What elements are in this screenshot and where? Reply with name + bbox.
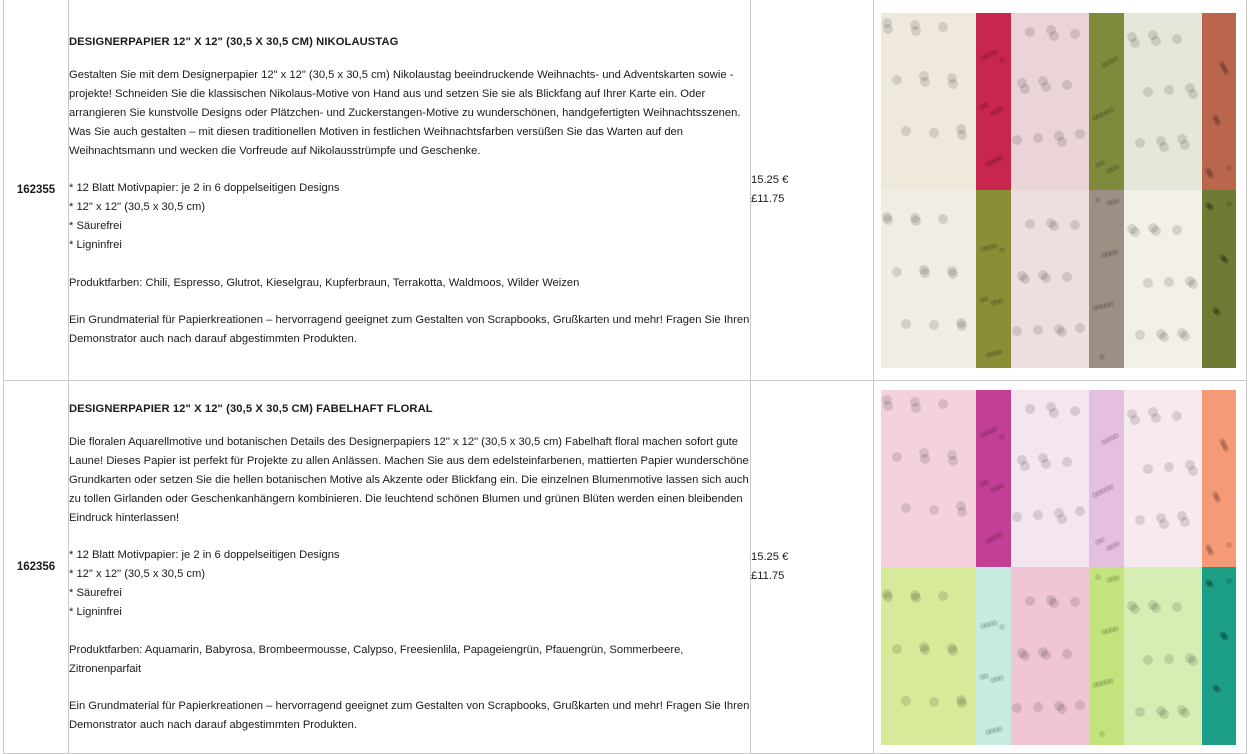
product-description-cell [69, 381, 751, 754]
pattern-dot [948, 269, 958, 279]
pattern-dot [985, 538, 991, 544]
pattern-dot [957, 507, 967, 517]
pattern-dot [1062, 80, 1072, 90]
table-row [4, 381, 1247, 754]
product-image-cell [874, 0, 1247, 381]
pattern-dot [1106, 545, 1112, 551]
pattern-dot [938, 591, 948, 601]
pattern-dot [1159, 332, 1169, 342]
pattern-dot [1223, 69, 1229, 75]
pattern-dot [948, 646, 958, 656]
pattern-dot [1159, 709, 1169, 719]
pattern-dot [1101, 252, 1107, 258]
pattern-dot [979, 297, 985, 303]
pattern-dot [1041, 459, 1051, 469]
product-image[interactable] [881, 390, 1236, 745]
price-eur: 15.25 € [751, 174, 789, 186]
paper-swatch [1089, 190, 1124, 368]
product-price-cell [751, 381, 874, 754]
pattern-dot [1188, 89, 1198, 99]
pattern-dot [1095, 539, 1101, 545]
product-description-cell [69, 0, 751, 381]
pattern-dot [1033, 325, 1043, 335]
pattern-dot [980, 623, 986, 629]
pattern-dot [980, 246, 986, 252]
pattern-dot [1180, 517, 1190, 527]
paper-swatch [881, 567, 976, 745]
pattern-dot [920, 645, 930, 655]
pattern-dot [999, 57, 1005, 63]
pattern-dot [1020, 651, 1030, 661]
paper-swatch [881, 13, 976, 190]
paper-swatch [976, 567, 1011, 745]
pattern-dot [911, 216, 921, 226]
product-colors: Produktfarben: Chili, Espresso, Glutrot, Kieselgrau, Kupferbraun, Terrakotta, Waldmoos, Wilder Weizen [69, 276, 580, 289]
pattern-dot [1130, 415, 1140, 425]
paper-swatch [881, 190, 976, 368]
product-footer: Ein Grundmaterial für Papierkreationen – hervorragend geeignet zum Gestalten von Scrapbooks, Grußkarten und mehr! Fragen Sie Ihren Demonstrator auch nach darauf abgestimmten Produkten. [69, 313, 750, 345]
paper-swatch [976, 190, 1011, 368]
product-colors: Produktfarben: Aquamarin, Babyrosa, Brombeermousse, Calypso, Freesienlila, Papageiengrün, Pfauengrün, Sommerbeere, Zitronenparfait [69, 644, 684, 675]
product-image[interactable] [881, 13, 1236, 368]
pattern-dot [990, 677, 996, 683]
spec-item: * 12 Blatt Motivpapier: je 2 in 6 doppelseitigen Designs [69, 549, 340, 561]
pattern-dot [1180, 708, 1190, 718]
pattern-dot [1025, 219, 1035, 229]
pattern-dot [1180, 140, 1190, 150]
pattern-dot [1033, 510, 1043, 520]
pattern-dot [1159, 142, 1169, 152]
pattern-dot [1151, 603, 1161, 613]
pattern-dot [1070, 29, 1080, 39]
pattern-dot [929, 697, 939, 707]
pattern-dot [1188, 466, 1198, 476]
pattern-dot [1025, 404, 1035, 414]
pattern-dot [1012, 135, 1022, 145]
pattern-dot [957, 698, 967, 708]
paper-swatch-fan [881, 13, 1236, 368]
product-footer: Ein Grundmaterial für Papierkreationen – hervorragend geeignet zum Gestalten von Scrapbooks, Grußkarten und mehr! Fragen Sie Ihren Demonstrator auch nach darauf abgestimmten Produkten. [69, 700, 750, 731]
pattern-dot [1180, 331, 1190, 341]
pattern-dot [883, 592, 893, 602]
pattern-dot [1101, 439, 1107, 445]
pattern-dot [1130, 604, 1140, 614]
pattern-dot [938, 22, 948, 32]
pattern-dot [1215, 120, 1221, 126]
pattern-dot [1075, 129, 1085, 139]
pattern-dot [1033, 702, 1043, 712]
pattern-dot [1075, 700, 1085, 710]
pattern-dot [1223, 446, 1229, 452]
pattern-dot [1215, 687, 1221, 693]
pattern-dot [1172, 602, 1182, 612]
pattern-dot [999, 434, 1005, 440]
pattern-dot [1135, 330, 1145, 340]
paper-swatch [1089, 13, 1124, 190]
pattern-dot [911, 403, 921, 413]
pattern-dot [1130, 38, 1140, 48]
pattern-dot [1226, 165, 1232, 171]
paper-swatch [1202, 567, 1236, 745]
paper-swatch [1089, 567, 1124, 745]
pattern-dot [920, 268, 930, 278]
pattern-dot [1057, 327, 1067, 337]
pattern-dot [1070, 597, 1080, 607]
pattern-dot [1223, 258, 1229, 264]
pattern-dot [1020, 84, 1030, 94]
price-gbp: £11.75 [751, 570, 785, 582]
table-row [4, 0, 1247, 381]
spec-item: * Säurefrei [69, 587, 122, 599]
pattern-dot [1188, 279, 1198, 289]
pattern-dot [1041, 273, 1051, 283]
pattern-dot [1151, 36, 1161, 46]
pattern-dot [985, 352, 991, 358]
pattern-dot [1062, 649, 1072, 659]
pattern-dot [1208, 173, 1214, 179]
paper-swatch [1011, 13, 1089, 190]
pattern-dot [1143, 278, 1153, 288]
spec-item: * Ligninfrei [69, 606, 122, 618]
paper-swatch-fan [881, 390, 1236, 745]
pattern-dot [1070, 406, 1080, 416]
pattern-dot [990, 487, 996, 493]
product-table [3, 0, 1247, 754]
pattern-dot [1049, 598, 1059, 608]
pattern-dot [901, 319, 911, 329]
pattern-dot [901, 503, 911, 513]
pattern-dot [1020, 274, 1030, 284]
pattern-dot [929, 128, 939, 138]
pattern-dot [985, 161, 991, 167]
pattern-dot [985, 729, 991, 735]
pattern-dot [1099, 731, 1105, 737]
pattern-dot [999, 624, 1005, 630]
pattern-dot [948, 456, 958, 466]
pattern-dot [1106, 200, 1112, 206]
paper-swatch [881, 390, 976, 567]
pattern-dot [892, 267, 902, 277]
pattern-dot [980, 432, 986, 438]
pattern-dot [938, 214, 948, 224]
pattern-dot [929, 505, 939, 515]
pattern-dot [1164, 277, 1174, 287]
product-specs [69, 179, 750, 255]
pattern-dot [1208, 582, 1214, 588]
pattern-dot [1012, 512, 1022, 522]
pattern-dot [938, 399, 948, 409]
pattern-dot [999, 247, 1005, 253]
spec-item: * 12" x 12" (30,5 x 30,5 cm) [69, 200, 206, 213]
pattern-dot [1049, 31, 1059, 41]
pattern-dot [1075, 323, 1085, 333]
pattern-dot [1099, 354, 1105, 360]
paper-swatch [1202, 13, 1236, 190]
pattern-dot [911, 26, 921, 36]
pattern-dot [1223, 635, 1229, 641]
pattern-dot [1062, 272, 1072, 282]
spec-item: * 12 Blatt Motivpapier: je 2 in 6 doppelseitigen Designs [69, 181, 340, 194]
pattern-dot [901, 126, 911, 136]
pattern-dot [1172, 34, 1182, 44]
product-price-cell [751, 0, 874, 381]
pattern-dot [883, 401, 893, 411]
product-id: 162356 [4, 381, 69, 754]
pattern-dot [1092, 682, 1098, 688]
pattern-dot [1159, 519, 1169, 529]
pattern-dot [957, 321, 967, 331]
pattern-dot [1092, 492, 1098, 498]
pattern-dot [1143, 464, 1153, 474]
pattern-dot [1033, 133, 1043, 143]
pattern-dot [1172, 411, 1182, 421]
pattern-dot [1215, 497, 1221, 503]
pattern-dot [892, 644, 902, 654]
product-id: 162355 [4, 0, 69, 381]
pattern-dot [1057, 514, 1067, 524]
pattern-dot [883, 24, 893, 34]
pattern-dot [1172, 225, 1182, 235]
pattern-dot [1095, 197, 1101, 203]
spec-item: * Säurefrei [69, 219, 122, 232]
pattern-dot [1208, 550, 1214, 556]
pattern-dot [1101, 629, 1107, 635]
pattern-dot [892, 75, 902, 85]
pattern-dot [883, 215, 893, 225]
pattern-dot [979, 481, 985, 487]
pattern-dot [1130, 227, 1140, 237]
product-image-cell [874, 381, 1247, 754]
pattern-dot [1135, 138, 1145, 148]
pattern-dot [1188, 656, 1198, 666]
product-description: Gestalten Sie mit dem Designerpapier 12" x 12" (30,5 x 30,5 cm) Nikolaustag beeindruckende Weihnachts- und Adventskarten sowie -projekte! Schneiden Sie die klassischen Nikolaus-Motive von Hand aus und setzen Sie sie als Blickfang auf Ihrer Karte ein. Oder arrangieren Sie kunstvolle Designs oder Plätzchen- und Zuckerstangen-Motive zu wunderschönen, handgefertigten Weihnachtsszenen. Was Sie auch gestalten – mit diesen traditionellen Motiven in festlichen Weihnachtsfarben versüßen Sie das Warten auf den Weihnachtsmann und wecken die Vorfreude auf Nikolausstrümpfe und Geschenke. [69, 68, 741, 157]
pattern-dot [1049, 408, 1059, 418]
pattern-dot [1151, 413, 1161, 423]
pattern-dot [990, 300, 996, 306]
pattern-dot [1092, 115, 1098, 121]
pattern-dot [1226, 201, 1232, 207]
pattern-dot [1226, 542, 1232, 548]
paper-swatch [1011, 390, 1089, 567]
pattern-dot [1075, 506, 1085, 516]
pattern-dot [1164, 462, 1174, 472]
paper-swatch [1202, 190, 1236, 368]
pattern-dot [929, 320, 939, 330]
pattern-dot [1070, 220, 1080, 230]
pattern-dot [1020, 461, 1030, 471]
pattern-dot [1041, 82, 1051, 92]
pattern-dot [1095, 162, 1101, 168]
pattern-dot [948, 79, 958, 89]
pattern-dot [1062, 457, 1072, 467]
product-title: DESIGNERPAPIER 12" X 12" (30,5 X 30,5 CM) NIKOLAUSTAG [69, 35, 399, 48]
pattern-dot [990, 110, 996, 116]
pattern-dot [1012, 703, 1022, 713]
pattern-dot [1143, 655, 1153, 665]
pattern-dot [1106, 168, 1112, 174]
pattern-dot [920, 77, 930, 87]
pattern-dot [1143, 87, 1153, 97]
pattern-dot [1057, 137, 1067, 147]
pattern-dot [1049, 221, 1059, 231]
pattern-dot [1164, 654, 1174, 664]
product-description: Die floralen Aquarellmotive und botanischen Details des Designerpapiers 12" x 12" (30,5 x 30,5 cm) Fabelhaft floral machen sofort gute Laune! Dieses Papier ist perfekt für Projekte zu allen Anlässen. Machen Sie aus dem edelsteinfarbenen, mattierten Papier wunderschöne Grundkarten oder setzen Sie die hellen botanischen Motive als Akzente oder Blickfang ein. Die einzelnen Blumenmotive lassen sich auch zu tollen Girlanden oder Geschenkanhängern kombinieren. Die leuchtend schönen Blumen und grünen Blüten werden einen bleibenden Eindruck hinterlassen! [69, 436, 749, 524]
pattern-dot [1101, 62, 1107, 68]
pattern-dot [1135, 515, 1145, 525]
pattern-dot [1025, 27, 1035, 37]
pattern-dot [920, 454, 930, 464]
spec-item: * 12" x 12" (30,5 x 30,5 cm) [69, 568, 206, 580]
paper-swatch [1089, 390, 1124, 567]
pattern-dot [1164, 85, 1174, 95]
pattern-dot [1041, 650, 1051, 660]
pattern-dot [901, 696, 911, 706]
pattern-dot [1025, 596, 1035, 606]
price-eur: 15.25 € [751, 551, 789, 563]
pattern-dot [1057, 704, 1067, 714]
pattern-dot [911, 593, 921, 603]
pattern-dot [957, 130, 967, 140]
product-title: DESIGNERPAPIER 12" X 12" (30,5 X 30,5 CM) FABELHAFT FLORAL [69, 403, 433, 415]
pattern-dot [1208, 205, 1214, 211]
pattern-dot [979, 104, 985, 110]
pattern-dot [979, 674, 985, 680]
pattern-dot [1151, 226, 1161, 236]
pattern-dot [980, 55, 986, 61]
pattern-dot [1106, 577, 1112, 583]
pattern-dot [1215, 310, 1221, 316]
pattern-dot [1135, 707, 1145, 717]
pattern-dot [892, 452, 902, 462]
price-gbp: £11.75 [751, 193, 785, 205]
product-specs [69, 546, 750, 622]
pattern-dot [1095, 574, 1101, 580]
spec-item: * Ligninfrei [69, 238, 122, 251]
pattern-dot [1012, 326, 1022, 336]
pattern-dot [1226, 578, 1232, 584]
pattern-dot [1092, 305, 1098, 311]
paper-swatch [1202, 390, 1236, 567]
